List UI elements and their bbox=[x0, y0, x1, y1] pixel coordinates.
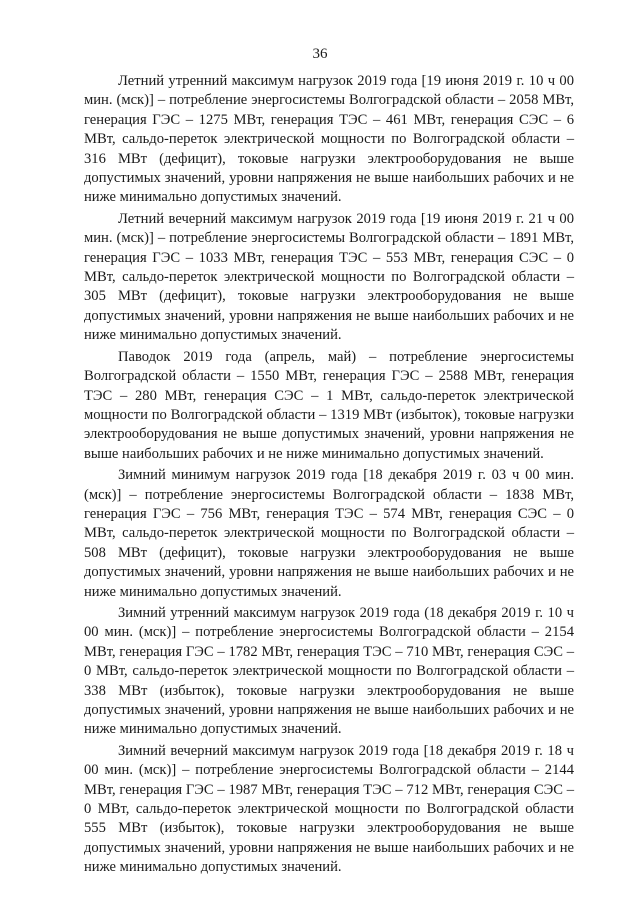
paragraph-winter-morning-peak: Зимний утренний максимум нагрузок 2019 года (18 декабря 2019 г. 10 ч 00 мин. (мск)] – потребление энергосистемы Волгоградской области – 2154 МВт, генерация ГЭС – 1782 МВт, генерация ТЭС – 710 МВт, генерация СЭС – 0 МВт, сальдо-переток электрической мощности по Волгоградской области – 338 МВт (избыток), токовые нагрузки электрооборудования не выше допустимых значений, уровни напряжения не выше наибольших рабочих и не ниже минимально допустимых значений. bbox=[84, 604, 574, 738]
paragraph-flood-period: Паводок 2019 года (апрель, май) – потребление энергосистемы Волгоградской области – 1550 МВт, генерация ГЭС – 2588 МВт, генерация ТЭС – 280 МВт, генерация СЭС – 1 МВт, сальдо-переток электрической мощности по Волгоградской области – 1319 МВт (избыток), токовые нагрузки электрооборудования не выше допустимых значений, уровни напряжения не выше наибольших рабочих и не ниже минимально допустимых значений. bbox=[84, 348, 574, 462]
page-number: 36 bbox=[312, 46, 328, 62]
paragraph-winter-evening-peak: Зимний вечерний максимум нагрузок 2019 года [18 декабря 2019 г. 18 ч 00 мин. (мск)] – потребление энергосистемы Волгоградской области – 2144 МВт, генерация ГЭС – 1987 МВт, генерация ТЭС – 712 МВт, генерация СЭС – 0 МВт, сальдо-переток электрической мощности по Волгоградской области 555 МВт (избыток), токовые нагрузки электрооборудования не выше допустимых значений, уровни напряжения не выше наибольших рабочих и не ниже минимально допустимых значений. bbox=[84, 742, 574, 876]
paragraph-summer-morning-peak: Летний утренний максимум нагрузок 2019 года [19 июня 2019 г. 10 ч 00 мин. (мск)] – потребление энергосистемы Волгоградской области – 2058 МВт, генерация ГЭС – 1275 МВт, генерация ТЭС – 461 МВт, генерация СЭС – 6 МВт, сальдо-переток электрической мощности по Волгоградской области – 316 МВт (дефицит), токовые нагрузки электрооборудования не выше допустимых значений, уровни напряжения не выше наибольших рабочих и не ниже минимально допустимых значений. bbox=[84, 73, 574, 206]
paragraph-summer-evening-peak: Летний вечерний максимум нагрузок 2019 года [19 июня 2019 г. 21 ч 00 мин. (мск)] – потребление энергосистемы Волгоградской области – 1891 МВт, генерация ГЭС – 1033 МВт, генерация ТЭС – 553 МВт, генерация СЭС – 0 МВт, сальдо-переток электрической мощности по Волгоградской области – 305 МВт (дефицит), токовые нагрузки электрооборудования не выше допустимых значений, уровни напряжения не выше наибольших рабочих и не ниже минимально допустимых значений. bbox=[84, 210, 574, 344]
paragraph-winter-minimum: Зимний минимум нагрузок 2019 года [18 декабря 2019 г. 03 ч 00 мин. (мск)] – потребление энергосистемы Волгоградской области – 1838 МВт, генерация ГЭС – 756 МВт, генерация ТЭС – 574 МВт, генерация СЭС – 0 МВт, сальдо-переток электрической мощности по Волгоградской области – 508 МВт (дефицит), токовые нагрузки электрооборудования не выше допустимых значений, уровни напряжения не выше наибольших рабочих и не ниже минимально допустимых значений. bbox=[84, 467, 574, 600]
document-body bbox=[84, 72, 574, 880]
